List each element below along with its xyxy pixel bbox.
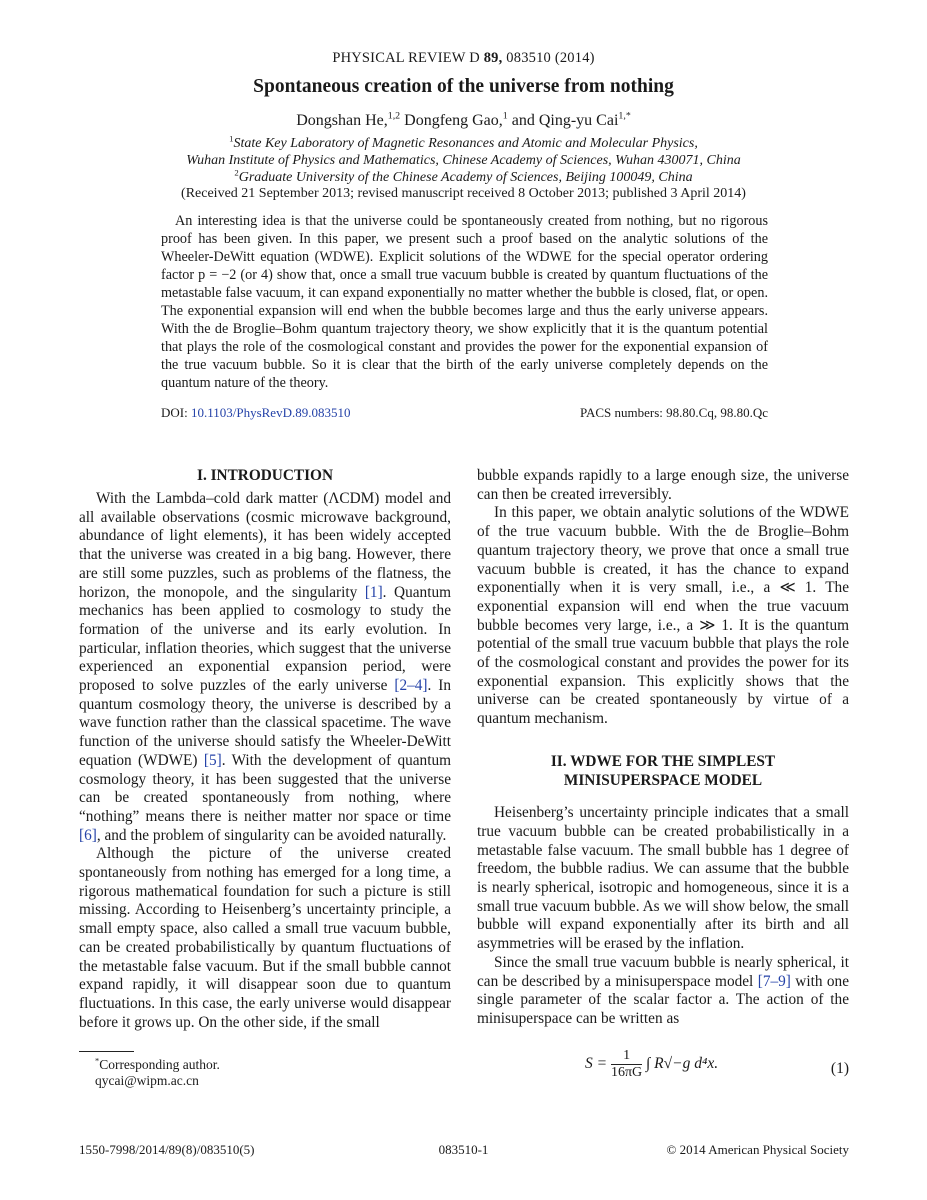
footer-page-number: 083510-1 bbox=[438, 1142, 489, 1157]
journal-header: PHYSICAL REVIEW D 89, 083510 (2014) bbox=[332, 50, 595, 66]
section-heading-wdwe: II. WDWE FOR THE SIMPLEST MINISUPERSPACE MODEL bbox=[550, 752, 776, 789]
pacs-numbers: PACS numbers: 98.80.Cq, 98.80.Qc bbox=[579, 405, 768, 420]
doi: DOI: 10.1103/PhysRevD.89.083510 bbox=[161, 405, 351, 420]
section2-paragraph-2: Since the small true vacuum bubble is nearly spherical, it can be described by a minisuperspace model [7–9] with one single parameter of the scalar factor a. The action of the minisuperspace can be written as bbox=[477, 953, 849, 1027]
abstract: An interesting idea is that the universe could be spontaneously created from nothing, but no rigorous proof has been given. In this paper, we present such a proof based on the analytic solutions of the Wheeler-DeWitt equation (WDWE). Explicit solutions of the WDWE for the special operator ordering factor p = −2 (or 4) show that, once a small true vacuum bubble is created by quantum fluctuations of the metastable false vacuum, it can expand exponentially no matter whether the bubble is closed, flat, or open. The exponential expansion will end when the bubble becomes large and thus the early universe appears. With the de Broglie–Bohm quantum trajectory theory, we show explicitly that it is the quantum potential that plays the role of the cosmological constant and provides the power for the exponential expansion of the true vacuum bubble. So it is clear that the birth of the early universe completely depends on the quantum nature of the theory. bbox=[161, 213, 768, 391]
left-column bbox=[79, 490, 451, 1032]
section-heading-introduction: I. INTRODUCTION bbox=[197, 467, 333, 484]
action-equation: S = $\frac{1}{16\pi G}$ ∫ R√−g d⁴x. bbox=[585, 1048, 719, 1080]
right-column bbox=[477, 467, 849, 1029]
equation-number: (1) bbox=[830, 1060, 849, 1077]
affiliation-1-line-1: $^1$State Key Laboratory of Magnetic Resonances and Atomic and Molecular Physics, bbox=[229, 133, 698, 151]
citation-link[interactable]: [5] bbox=[203, 751, 222, 769]
footnote: *Corresponding author. qycai@wipm.ac.cn bbox=[79, 1057, 220, 1089]
intro-continuation: bubble expands rapidly to a large enough size, the universe can then be created irreversibly. bbox=[477, 467, 849, 503]
citation-link[interactable]: [1] bbox=[364, 583, 383, 601]
paper-title: Spontaneous creation of the universe from nothing bbox=[253, 76, 674, 97]
doi-link[interactable]: 10.1103/PhysRevD.89.083510 bbox=[190, 405, 351, 420]
intro-paragraph-2: Although the picture of the universe created spontaneously from nothing has emerged for a long time, a rigorous mathematical foundation for such a picture is still missing. According to Heisenberg’s uncertainty principle, a small empty space, also called a small true vacuum bubble, can be created probabilistically by quantum fluctuations of the metastable false vacuum. But if the small bubble cannot expand rapidly, it will disappear soon due to quantum fluctuations. In this case, the early universe would disappear before it grows up. On the other side, if the small bbox=[79, 845, 451, 1031]
citation-link[interactable]: [7–9] bbox=[757, 972, 791, 990]
received-dates: (Received 21 September 2013; revised manuscript received 8 October 2013; published 3 April 2014) bbox=[181, 186, 746, 201]
affiliation-2: $^2$Graduate University of the Chinese Academy of Sciences, Beijing 100049, China bbox=[234, 167, 693, 185]
footer-copyright: © 2014 American Physical Society bbox=[666, 1142, 849, 1157]
citation-link[interactable]: [2–4] bbox=[394, 677, 428, 695]
intro-paragraph-1: With the Lambda–cold dark matter (ΛCDM) model and all available observations (cosmic microwave background, abundance of light elements), it has been widely accepted that the universe was created in a big bang. However, there are still some puzzles, such as problems of the flatness, the horizon, the monopole, and the singularity [1]. Quantum mechanics has been applied to cosmology to study the formation of the universe and its early evolution. In particular, inflation theories, which suggest that the universe experienced an exponential expansion period, were proposed to solve puzzles of the early universe [2–4]. In quantum cosmology theory, the universe is described by a wave function rather than the classical spacetime. The wave function of the universe should satisfy the Wheeler-DeWitt equation (WDWE) [5]. With the development of quantum cosmology theory, it has been suggested that the universe can be created spontaneously from nothing, where “nothing” means there is neither matter nor space or time [6], and the problem of singularity can be avoided naturally. bbox=[79, 490, 451, 844]
section2-paragraph-1: Heisenberg’s uncertainty principle indicates that a small true vacuum bubble can be created probabilistically in a metastable false vacuum. The small bubble has 1 degree of freedom, the bubble radius. We can assume that the bubble is nearly spherical, isotropic and homogeneous, since it is a small true vacuum bubble. As we will show below, the small bubble will expand exponentially after its birth and all asymmetries will be erased by the inflation. bbox=[477, 804, 849, 953]
intro-paragraph-3: In this paper, we obtain analytic solutions of the WDWE of the true vacuum bubble. With the de Broglie–Bohm quantum trajectory theory, we prove that once a small true vacuum bubble is created, it has the chance to expand exponentially when it is very small, i.e., a ≪ 1. The exponential expansion will end when the true vacuum bubble becomes very large, i.e., a ≫ 1. It is the quantum potential of the small true vacuum bubble that plays the role of the cosmological constant and provides the power for its exponential expansion. This explicitly shows that the universe can be created spontaneously by virtue of a quantum mechanism. bbox=[477, 504, 849, 728]
equation-1 bbox=[477, 1048, 849, 1088]
affiliation-1-line-2: Wuhan Institute of Physics and Mathematics, Chinese Academy of Sciences, Wuhan 430071, China bbox=[186, 153, 741, 168]
citation-link[interactable]: [6] bbox=[79, 826, 97, 844]
footnote-rule bbox=[79, 1051, 134, 1052]
footer-issn: 1550-7998/2014/89(8)/083510(5) bbox=[79, 1142, 255, 1157]
corresponding-email[interactable]: qycai@wipm.ac.cn bbox=[95, 1073, 199, 1088]
author-list: Dongshan He,$^{1,2}$ Dongfeng Gao,$^1$ and Qing-yu Cai$^{1,*}$ bbox=[296, 110, 631, 129]
